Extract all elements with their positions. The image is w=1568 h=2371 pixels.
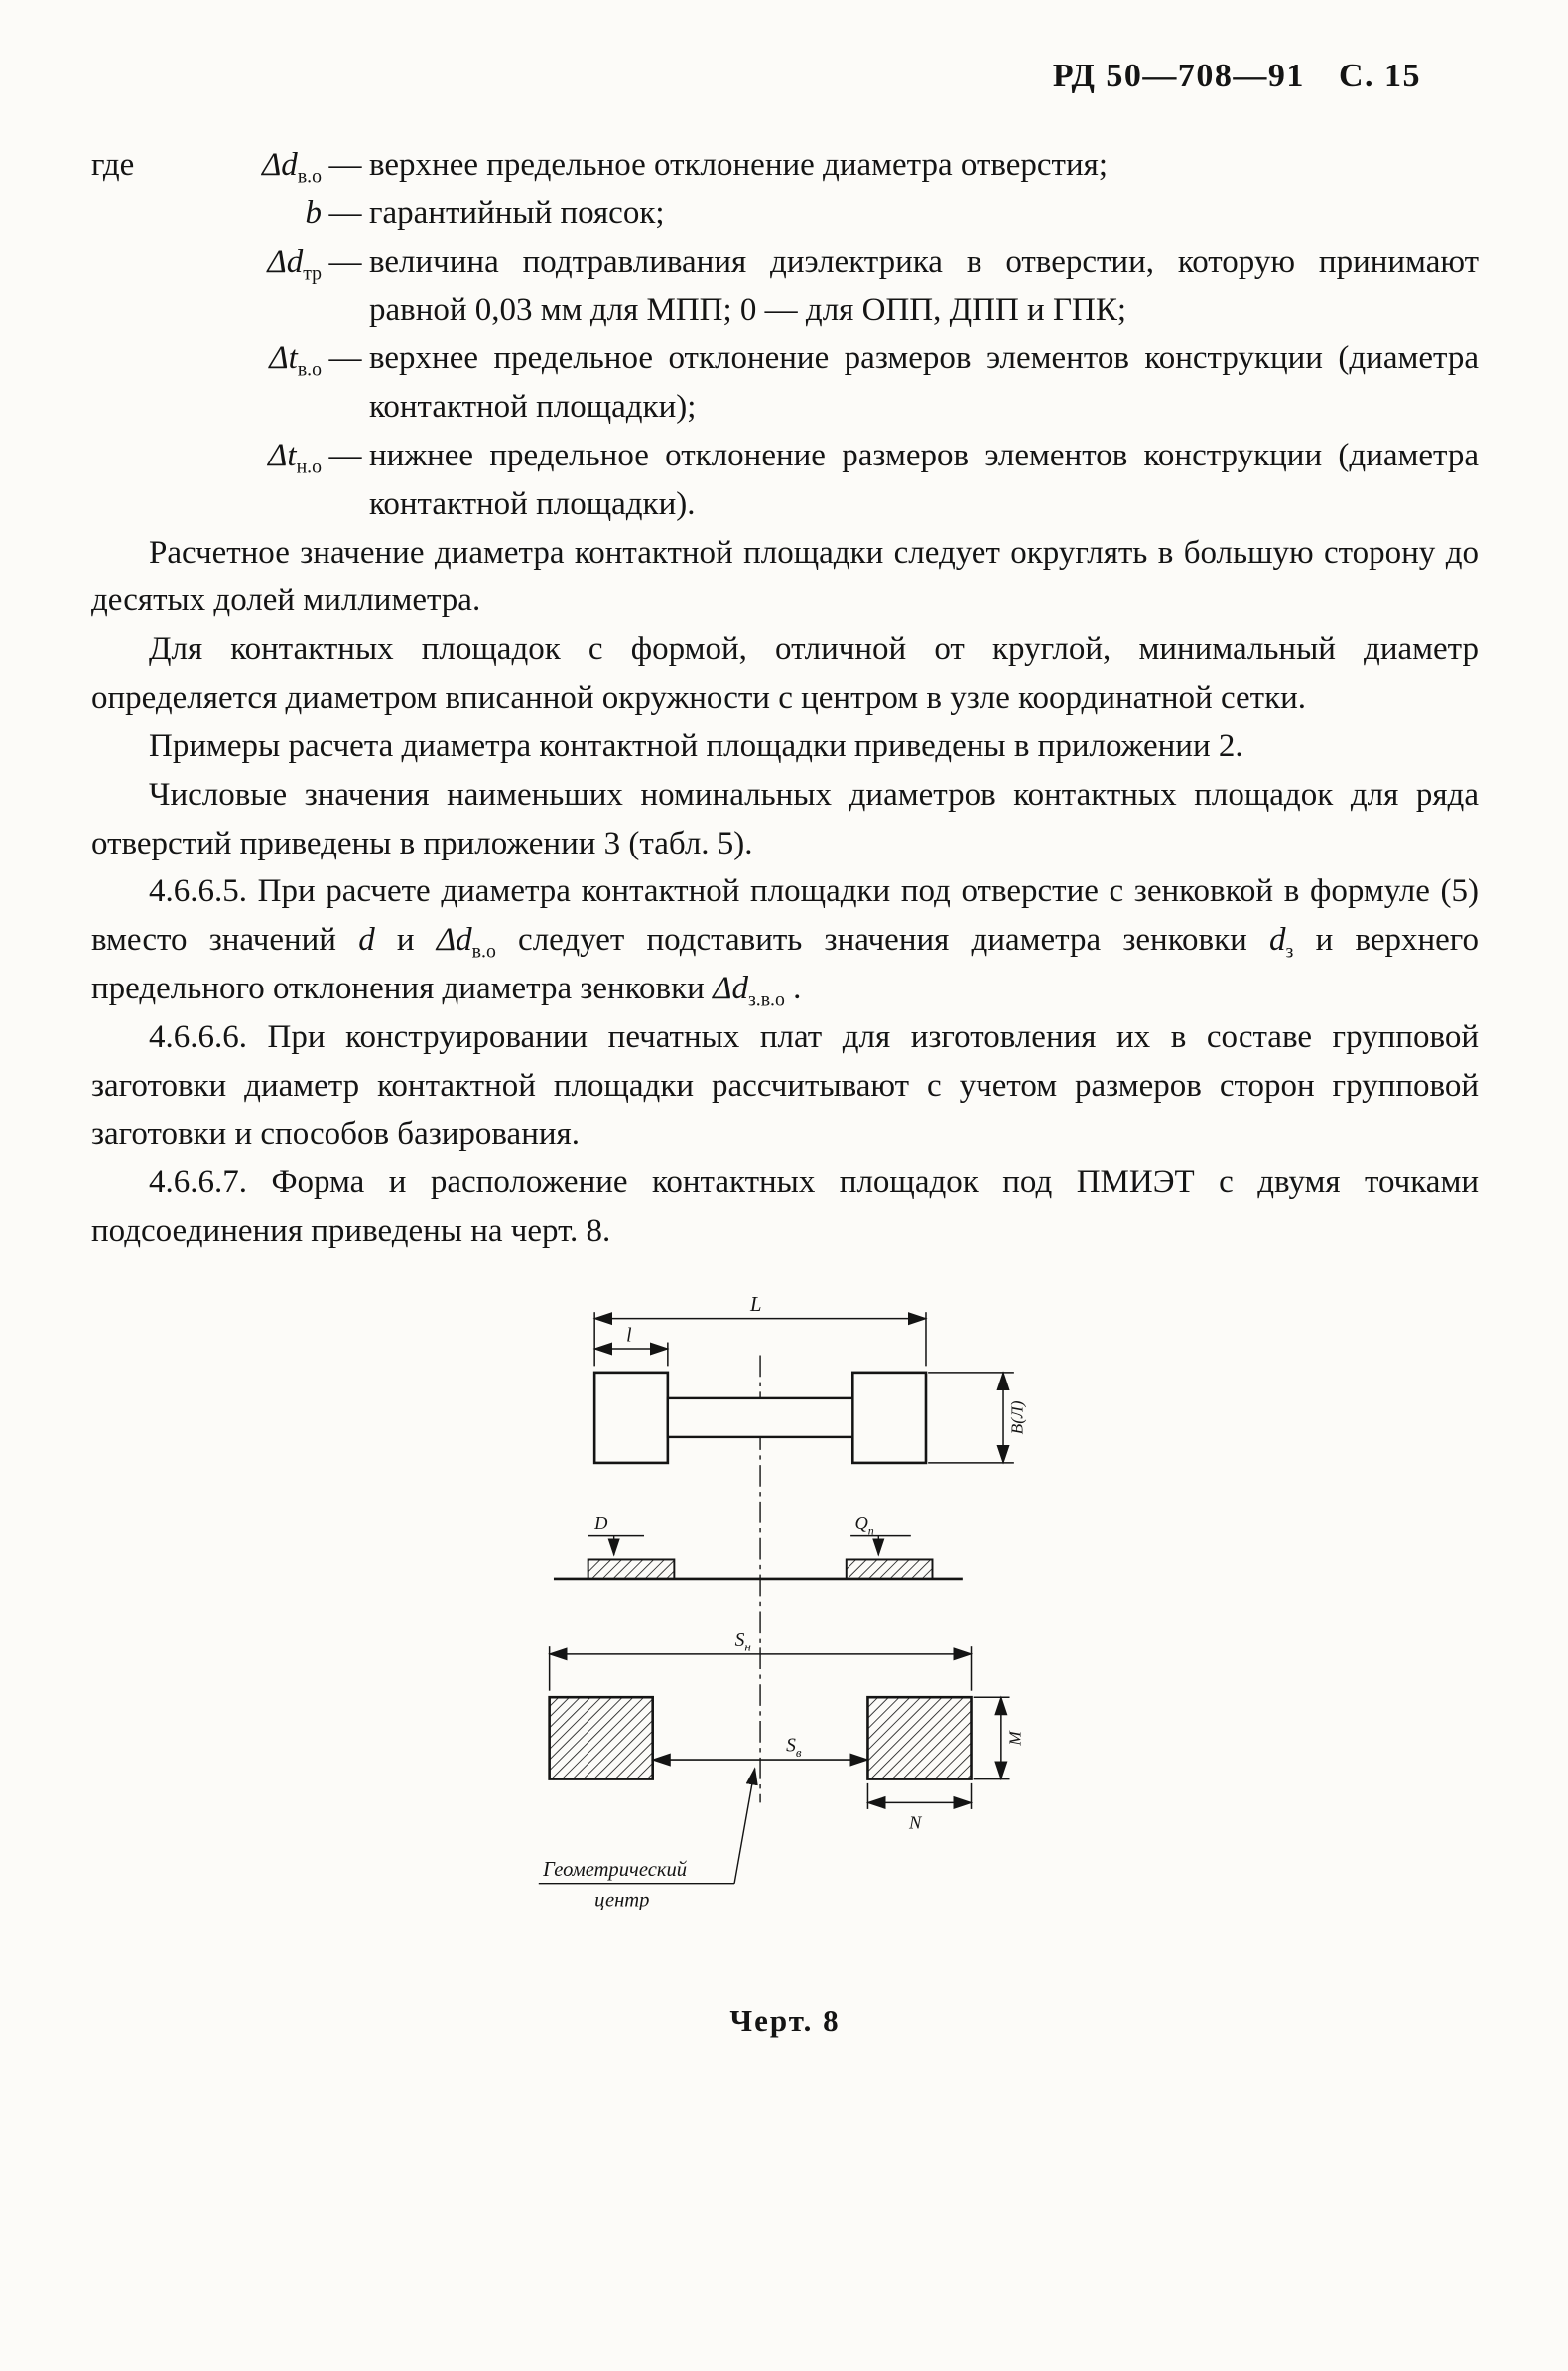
component-right-pad: [852, 1373, 926, 1463]
definition-row: [91, 334, 1479, 432]
paragraph: Числовые значения наименьших номинальных диаметров контактных площадок для ряда отверстий приведены в приложении 3 (табл. 5).: [91, 776, 1479, 861]
document-body: [91, 141, 1479, 2043]
symbol-subscript: в.о: [297, 358, 322, 381]
label-M: M: [1005, 1731, 1025, 1746]
label-Sv: $S_в$: [786, 1735, 802, 1760]
label-B: В(Л): [1007, 1400, 1027, 1435]
paragraph: 4.6.6.7. Форма и расположение контактных площадок под ПМИЭТ с двумя точками подсоединения приведены на черт. 8.: [91, 1164, 1479, 1250]
definition-dash: —: [328, 195, 362, 231]
side-view: [554, 1536, 963, 1579]
var-delta-d: Δd: [436, 922, 472, 959]
side-right-pad: [847, 1560, 933, 1580]
definition-text: верхнее предельное отклонение диаметра отверстия;: [369, 147, 1108, 183]
label-N: N: [909, 1812, 922, 1833]
dimension-B: [928, 1373, 1014, 1463]
var-delta-d3: Δd: [713, 971, 748, 1007]
land-left-pad: [550, 1697, 653, 1778]
figure-caption: Черт. 8: [729, 2003, 841, 2039]
symbol-subscript: н.о: [296, 456, 322, 478]
definition-dash: —: [328, 147, 362, 183]
figure-drawing: [532, 1297, 1038, 1964]
dimension-N: [867, 1783, 971, 1809]
definition-intro: где: [91, 147, 135, 183]
definition-dash: —: [328, 437, 362, 473]
definition-row: [91, 190, 1479, 238]
component-left-pad: [594, 1373, 668, 1463]
definition-text: гарантийный поясок;: [369, 195, 665, 231]
component-body: [668, 1398, 852, 1437]
var-d: d: [358, 922, 375, 959]
definition-row: [91, 141, 1479, 190]
label-Sn: $S_н$: [734, 1630, 751, 1654]
definition-row: [91, 238, 1479, 335]
symbol: Δd: [261, 147, 298, 183]
label-L: L: [750, 1297, 762, 1317]
paragraph: Примеры расчета диаметра контактной площадки приведены в приложении 2.: [149, 727, 1243, 764]
definition-text: величина подтравливания диэлектрика в отверстии, которую принимают равной 0,03 мм для МПП; 0 — для ОПП, ДПП и ГПК;: [369, 243, 1479, 329]
land-right-pad: [867, 1697, 971, 1778]
figure-8: [91, 1297, 1479, 2043]
definition-text: нижнее предельное отклонение размеров элементов конструкции (диаметра контактной площадки).: [369, 437, 1479, 522]
symbol: Δd: [267, 243, 304, 280]
definition-dash: —: [328, 243, 362, 280]
label-l: l: [626, 1325, 632, 1347]
symbol: Δt: [268, 437, 297, 473]
symbol: b: [305, 195, 322, 231]
page-number: С. 15: [1338, 58, 1421, 94]
paragraph: 4.6.6.6. При конструировании печатных плат для изготовления их в составе групповой заготовки диаметр контактной площадки рассчитывают с учетом размеров сторон групповой заготовки и способов базирования.: [91, 1018, 1479, 1152]
var-d3: d: [1269, 922, 1286, 959]
label-Q: $Q_п$: [854, 1514, 874, 1538]
label-geo-center-1: Геометрический: [543, 1859, 688, 1882]
document-code: РД 50—708—91: [1052, 58, 1305, 94]
symbol-subscript: тр: [303, 262, 322, 285]
paragraph: Расчетное значение диаметра контактной площадки следует округлять в большую сторону до десятых долей миллиметра.: [91, 534, 1479, 619]
definition-dash: —: [328, 340, 362, 377]
paragraph-4665: 4.6.6.5. При расчете диаметра контактной площадки под отверстие с зенковкой в формуле (5) вместо значений d и $\Delta d_{в.о}$ следует подставить значения диаметра зенковки $d_з$ и верхнего предельного отклонения диаметра зенковки $\Delta d_{з.в.о}$ .: [91, 873, 1480, 1011]
label-geo-center-2: центр: [594, 1889, 650, 1911]
definition-text: верхнее предельное отклонение размеров элементов конструкции (диаметра контактной площадки);: [369, 340, 1479, 426]
definition-row: [91, 432, 1479, 529]
symbol: Δt: [269, 340, 298, 377]
label-D: D: [594, 1514, 608, 1534]
paragraph: Для контактных площадок с формой, отличной от круглой, минимальный диаметр определяется диаметром вписанной окружности с центром в узле координатной сетки.: [91, 631, 1479, 717]
document-header: [91, 58, 1479, 95]
dimension-M: [974, 1697, 1010, 1778]
symbol-subscript: в.о: [297, 165, 322, 188]
side-left-pad: [588, 1560, 675, 1580]
